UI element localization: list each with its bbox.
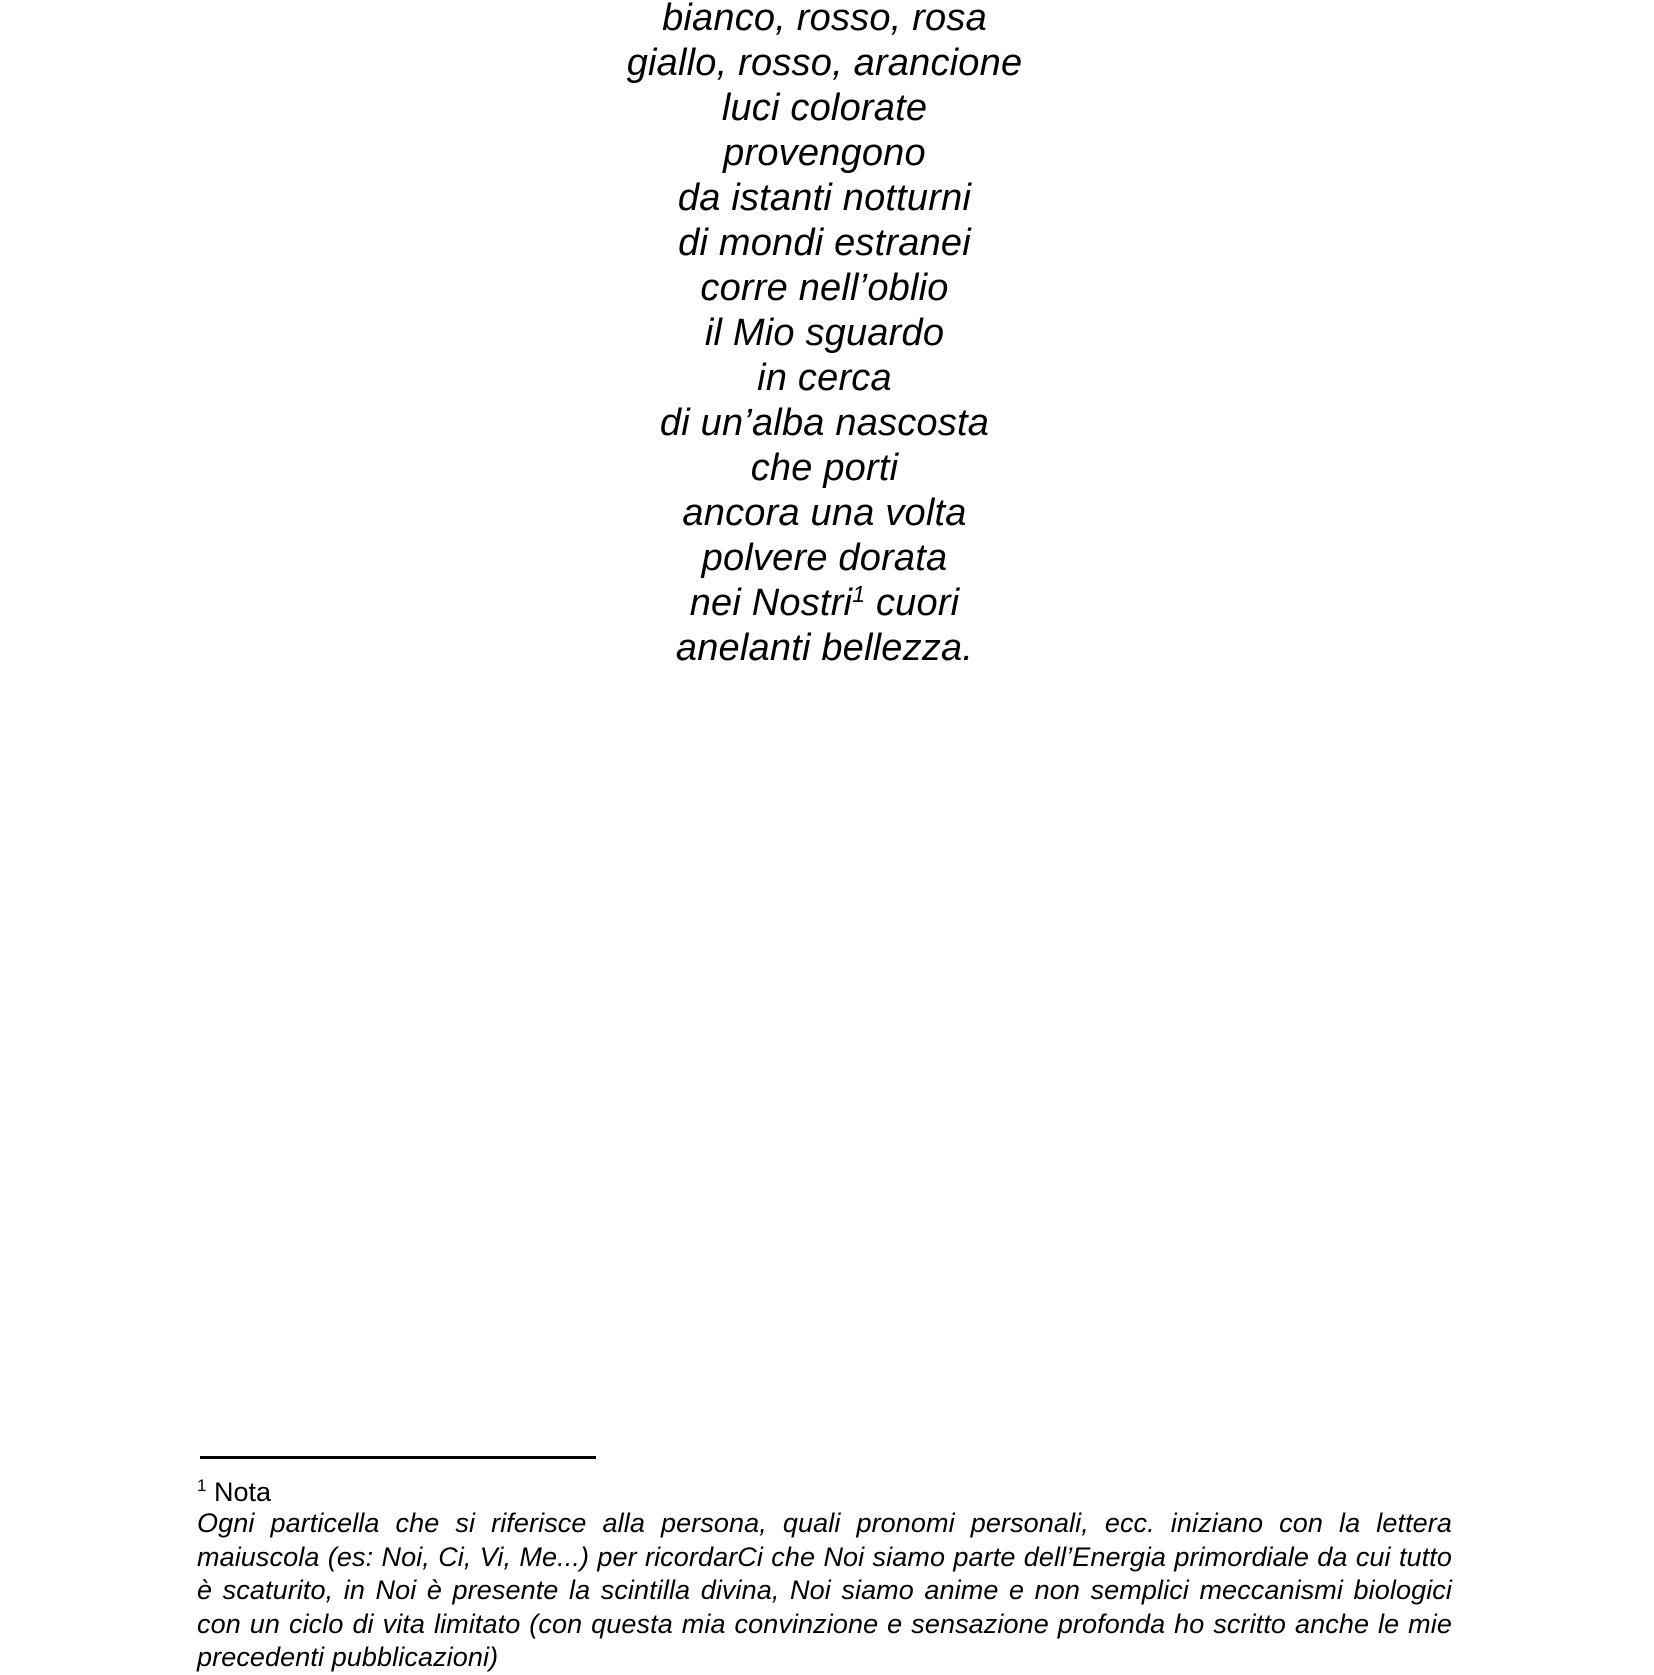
footnote-line: precedenti pubblicazioni) [197,1642,499,1672]
poem-line: anelanti bellezza. [675,627,974,669]
poem-line: di mondi estranei [678,222,971,264]
poem [197,0,1452,671]
footnote-separator-rule [200,1456,596,1459]
footnote-line: Ogni particella che si riferisce alla persona, quali pronomi personali, ecc. iniziano con la lettera [197,1508,1452,1538]
poem-line: in cerca [757,357,892,399]
poem-line: luci colorate [721,87,928,129]
footnote [197,1456,1452,1675]
poem-line: il Mio sguardo [704,312,945,354]
footnote-marker: 1 [197,1476,207,1495]
footnote-heading [197,1477,1452,1507]
poem-line: di un’alba nascosta [659,402,990,444]
footnote-line: è scaturito, in Noi è presente la scintilla divina, Noi siamo anime e non semplici meccanismi biologici [197,1575,1452,1605]
poem-line: corre nell’oblio [700,267,949,309]
footnote-line: con un ciclo di vita limitato (con questa mia convinzione e sensazione profonda ho scritto anche le mie [197,1608,1452,1639]
footnote-paragraph [197,1507,1452,1675]
poem-line-text: cuori [865,582,960,624]
poem-line: da istanti notturni [677,177,972,219]
poem-line-text: nei Nostri [689,582,853,624]
footnote-label: Nota [213,1477,272,1507]
footnote-line: maiuscola (es: Noi, Ci, Vi, Me...) per ricordarCi che Noi siamo parte dell’Energia primordiale da cui tutto [197,1541,1452,1572]
poem-line: bianco, rosso, rosa [662,0,987,39]
poem-line: ancora una volta [682,492,967,534]
poem-line-with-footnote-ref [197,581,1452,626]
poem-line: giallo, rosso, arancione [626,42,1023,84]
poem-line: provengono [723,132,926,174]
footnote-ref-superscript: 1 [852,581,866,607]
poem-line: polvere dorata [701,537,948,579]
poem-line: che porti [750,447,899,489]
